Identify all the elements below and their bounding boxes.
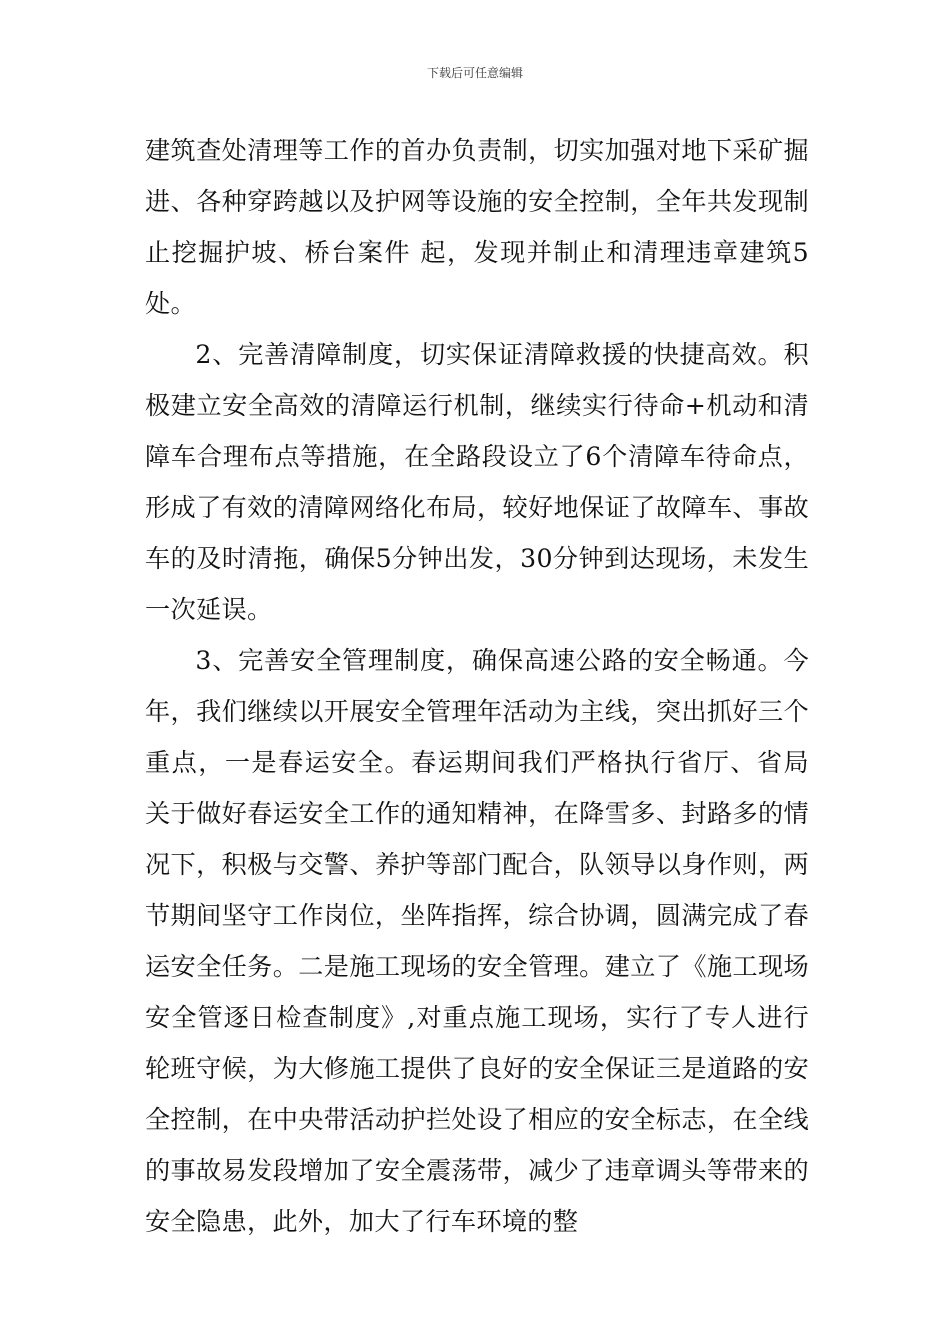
paragraph-safety-management: 3、完善安全管理制度，确保高速公路的安全畅通。今年，我们继续以开展安全管理年活动为主线，突出抓好三个重点，一是春运安全。春运期间我们严格执行省厅、省局 关于做好春运安全工作的通知精神，在降雪多、封路多的情况下，积极与交警、养护等部门配合，队领导以身作则，两节期间坚守工作岗位，坐阵指挥，综合协调，圆满完成了春运安全任务。二是施工现场的安全管理。建立了《施工现场安全管逐日检查制度》,对重点施工现场，实行了专人进行轮班守候，为大修施工提供了良好的安全保证三是道路的安全控制，在中央带活动护拦处设了相应的安全标志，在全线的事故易发段增加了安全震荡带，减少了违章调头等带来的安全隐患，此外，加大了行车环境的整 — [145, 646, 809, 1236]
page-header: 下载后可任意编辑 — [426, 66, 523, 80]
paragraph-continuation: 建筑查处清理等工作的首办负责制，切实加强对地下采矿掘进、各种穿跨越以及护网等设施的安全控制，全年共发现制止挖掘护坡、桥台案件 起，发现并制止和清理违章建筑5处。 — [145, 136, 809, 318]
document-body — [145, 125, 809, 1247]
paragraph-clearance: 2、完善清障制度，切实保证清障救援的快捷高效。积极建立安全高效的清障运行机制，继续实行待命+机动和清障车合理布点等措施，在全路段设立了6个清障车待命点，形成了有效的清障网络化布局，较好地保证了故障车、事故车的及时清拖，确保5分钟出发，30分钟到达现场，未发生一次延误。 — [145, 340, 809, 624]
